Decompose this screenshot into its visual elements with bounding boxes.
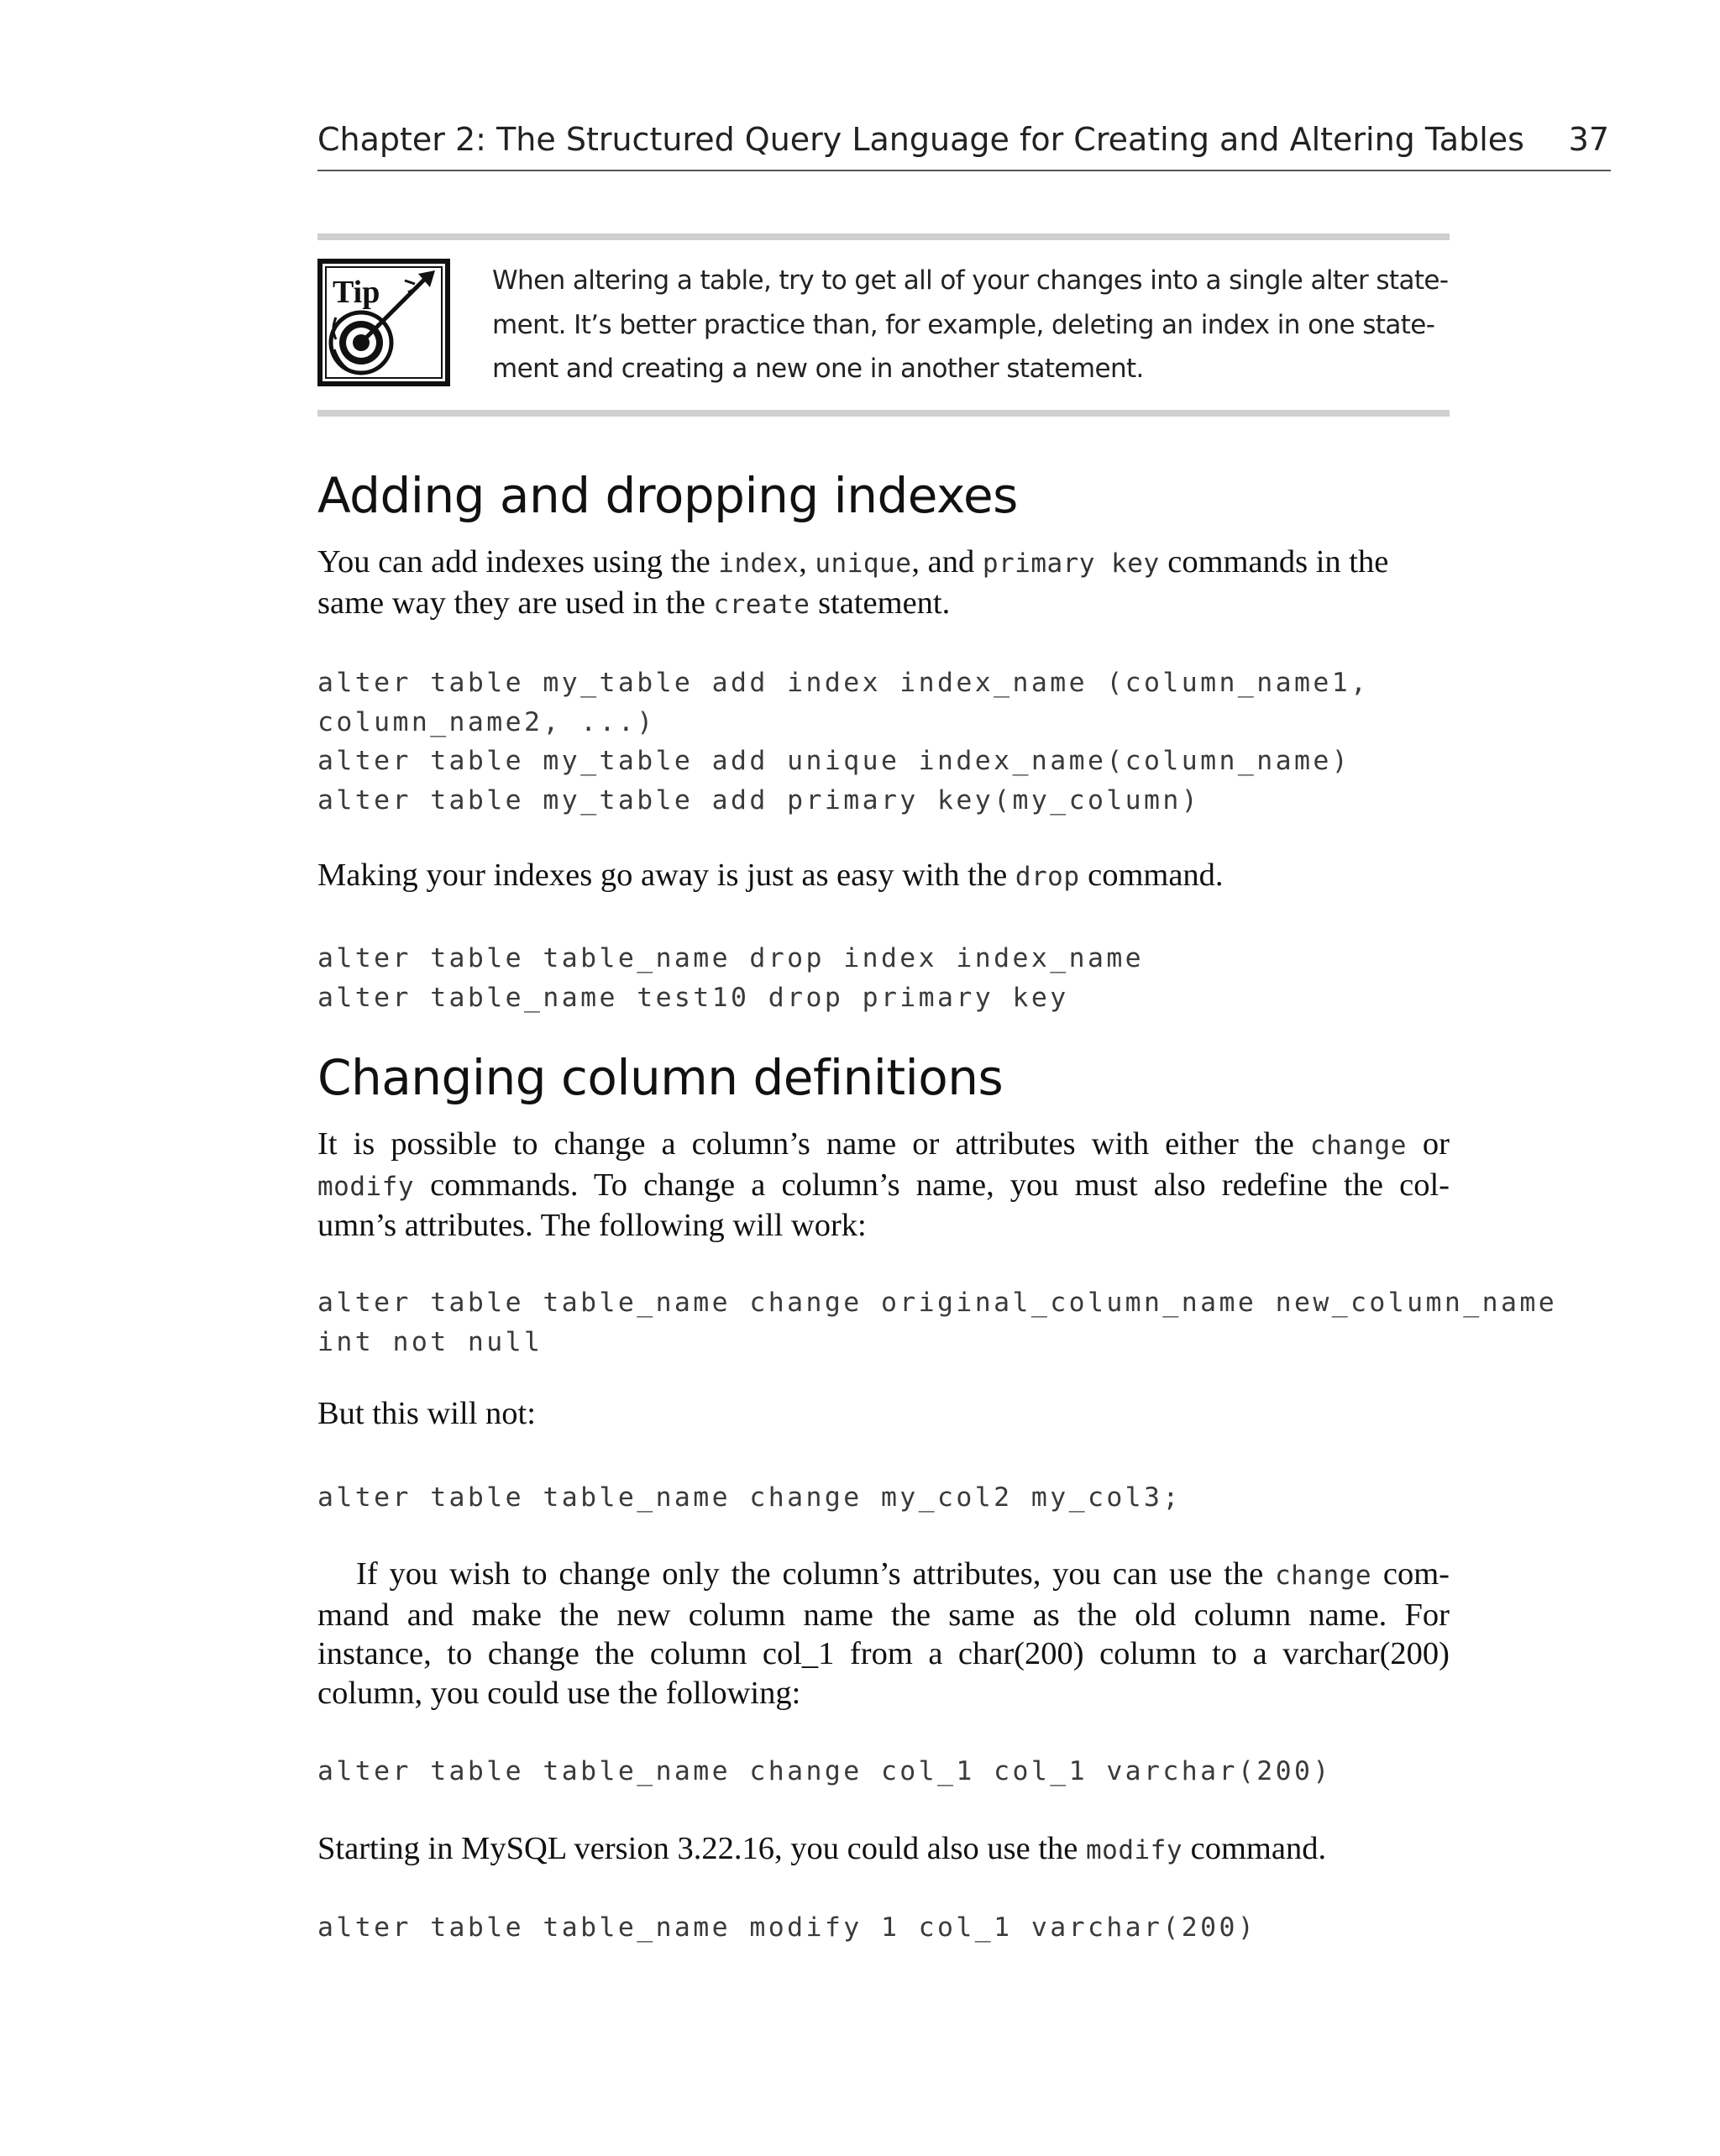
running-header (317, 116, 1611, 171)
code-line: alter table table_name drop index index_name (317, 943, 1145, 973)
code-line: alter table table_name change original_column_name new_column_name (317, 1288, 1558, 1318)
paragraph: Starting in MySQL version 3.22.16, you could also use the modify command. (317, 1831, 1327, 1866)
code-block (317, 1752, 1493, 1791)
paragraph: Making your indexes go away is just as easy with the drop command. (317, 858, 1224, 893)
inline-code: change (1275, 1561, 1372, 1591)
inline-code: modify (317, 1171, 414, 1202)
tip-line: When altering a table, try to get all of your changes into a single alter state- (492, 265, 1449, 296)
code-line: alter table_name test10 drop primary key (317, 982, 1069, 1013)
code-block (317, 1283, 1558, 1361)
code-block (317, 1478, 1493, 1518)
paragraph: It is possible to change a column’s name or attributes with either the change or modify commands. To change a column’s name, you must also redefine the col- umn’s attributes. The following will work: (317, 1126, 1450, 1243)
section-heading-indexes: Adding and dropping indexes (317, 467, 1018, 524)
tip-line: ment. It’s better practice than, for example, deleting an index in one state- (492, 309, 1435, 340)
tip-line: ment and creating a new one in another statement. (492, 354, 1144, 384)
inline-code: index (718, 548, 800, 579)
inline-code: unique (815, 548, 912, 579)
tip-icon-label: Tip (333, 275, 380, 310)
page-number: 37 (1568, 121, 1609, 158)
paragraph: If you wish to change only the column’s attributes, you can use the change com- mand and make the new column name the same as the old column name. For instance, to change the column col_1 from a char(200) column to a varchar(200) column, you could use the following: (317, 1556, 1450, 1711)
code-line: alter table my_table add index index_name (column_name1, (317, 668, 1370, 698)
tip-icon (317, 259, 450, 386)
code-line: alter table my_table add unique index_name(column_name) (317, 746, 1351, 776)
inline-code: change (1309, 1130, 1407, 1161)
code-block (317, 664, 1493, 820)
code-line: column_name2, ...) (317, 706, 656, 737)
inline-code: create (713, 589, 810, 620)
tip-top-rule (317, 233, 1450, 240)
code-line: alter table table_name modify 1 col_1 varchar(200) (317, 1912, 1257, 1943)
section-heading-columns: Changing column definitions (317, 1049, 1004, 1106)
code-line: alter table my_table add primary key(my_column) (317, 784, 1201, 816)
chapter-title: Chapter 2: The Structured Query Language for Creating and Altering Tables (317, 121, 1524, 158)
code-line: alter table table_name change col_1 col_1 varchar(200) (317, 1756, 1332, 1786)
code-line: alter table table_name change my_col2 my_col3; (317, 1482, 1182, 1513)
tip-text (492, 259, 1449, 391)
paragraph: You can add indexes using the index, unique, and primary key commands in the same way they are used in the create statement. (317, 544, 1389, 621)
inline-code: drop (1015, 862, 1080, 892)
code-block (317, 939, 1493, 1017)
paragraph: But this will not: (317, 1396, 536, 1431)
inline-code: primary key (982, 548, 1160, 579)
tip-bottom-rule (317, 410, 1450, 417)
code-block (317, 1908, 1493, 1948)
inline-code: modify (1086, 1835, 1182, 1865)
code-line: int not null (317, 1326, 543, 1357)
